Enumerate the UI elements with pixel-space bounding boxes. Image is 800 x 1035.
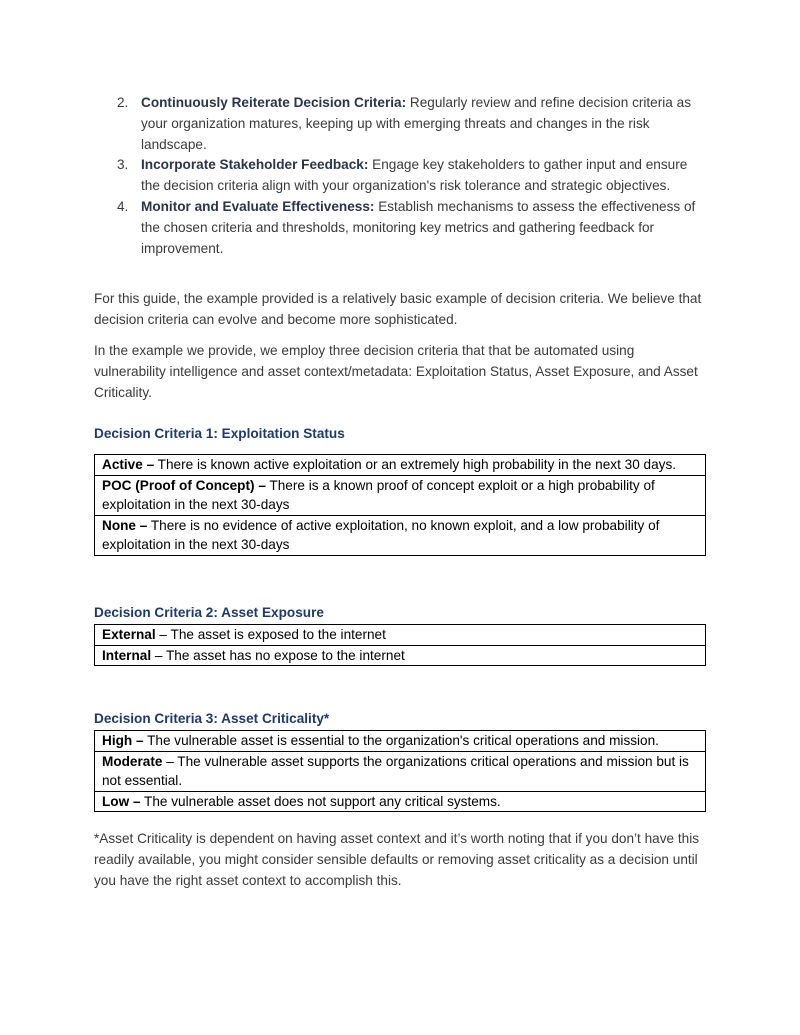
table-cell — [95, 625, 706, 646]
criteria-term: Internal — [102, 647, 152, 663]
list-item-lead: Monitor and Evaluate Effectiveness: — [141, 198, 375, 214]
criteria-3-heading: Decision Criteria 3: Asset Criticality* — [94, 711, 330, 726]
criteria-description: The vulnerable asset does not support any critical systems. — [140, 793, 501, 809]
criteria-1-heading: Decision Criteria 1: Exploitation Status — [94, 426, 345, 441]
criteria-term: POC (Proof of Concept) – — [102, 477, 266, 493]
criteria-2-table — [94, 624, 706, 666]
criteria-term: None – — [102, 517, 148, 533]
criteria-term: Active – — [102, 457, 155, 472]
criteria-description: There is known active exploitation or an extremely high probability in the next 30 days. — [154, 457, 677, 472]
list-number: 2. — [117, 95, 129, 110]
criteria-term: External — [102, 627, 156, 642]
table-cell — [95, 731, 706, 752]
table-cell — [95, 645, 706, 666]
list-number: 4. — [117, 198, 129, 214]
criteria-description: The vulnerable asset is essential to the organization's critical operations and mission. — [143, 733, 659, 748]
table-cell — [95, 455, 706, 476]
paragraph-guide-intro: For this guide, the example provided is a relatively basic example of decision criteria. We believe that decision criteria can evolve and become more sophisticated. — [94, 291, 702, 327]
table-row — [95, 731, 706, 752]
table-cell — [95, 791, 706, 812]
table-row — [95, 475, 706, 515]
criteria-2-heading: Decision Criteria 2: Asset Exposure — [94, 605, 324, 620]
table-cell — [95, 515, 706, 555]
table-cell — [95, 751, 706, 791]
criteria-description: – The asset is exposed to the internet — [155, 627, 386, 642]
footnote-asset-criticality: *Asset Criticality is dependent on having asset context and it’s worth noting that if you don’t have this readily available, you might consider sensible defaults or removing asset criticality as a decision until you have the right asset context to accomplish this. — [94, 831, 700, 888]
paragraph-criteria-overview: In the example we provide, we employ three decision criteria that that be automated using vulnerability intelligence and asset context/metadata: Exploitation Status, Asset Exposure, and Asset Criticality. — [94, 343, 698, 400]
table-row — [95, 455, 706, 476]
table-row — [95, 515, 706, 555]
criteria-1-table — [94, 454, 706, 556]
list-item-text: Establish mechanisms to assess the effectiveness of the chosen criteria and thresholds, monitoring key metrics and gathering feedback for improvement. — [141, 198, 696, 256]
criteria-description: There is a known proof of concept exploit or a high probability of exploitation in the next 30-days — [102, 477, 655, 512]
list-item-text: Regularly review and refine decision criteria as your organization matures, keeping up with emerging threats and changes in the risk landscape. — [141, 95, 691, 152]
criteria-3-table — [94, 730, 706, 812]
criteria-term: High – — [102, 733, 144, 748]
criteria-description: – The asset has no expose to the internet — [151, 647, 405, 663]
list-item-text: Engage key stakeholders to gather input and ensure the decision criteria align with your organization's risk tolerance and strategic objectives. — [141, 157, 688, 194]
list-number: 3. — [117, 157, 129, 173]
table-cell — [95, 475, 706, 515]
criteria-term: Moderate — [102, 753, 163, 769]
list-item-lead: Continuously Reiterate Decision Criteria: — [141, 95, 407, 110]
criteria-description: – The vulnerable asset supports the organizations critical operations and mission but is not essential. — [102, 753, 689, 788]
criteria-term: Low – — [102, 793, 141, 809]
list-item — [94, 197, 706, 259]
table-row — [95, 625, 706, 646]
table-row — [95, 645, 706, 666]
table-row — [95, 791, 706, 812]
list-item-lead: Incorporate Stakeholder Feedback: — [141, 157, 369, 173]
list-item — [94, 155, 706, 197]
table-row — [95, 751, 706, 791]
criteria-description: There is no evidence of active exploitation, no known exploit, and a low probability of exploitation in the next 30-days — [102, 517, 660, 552]
list-item — [94, 93, 706, 155]
numbered-steps-list — [94, 93, 706, 259]
